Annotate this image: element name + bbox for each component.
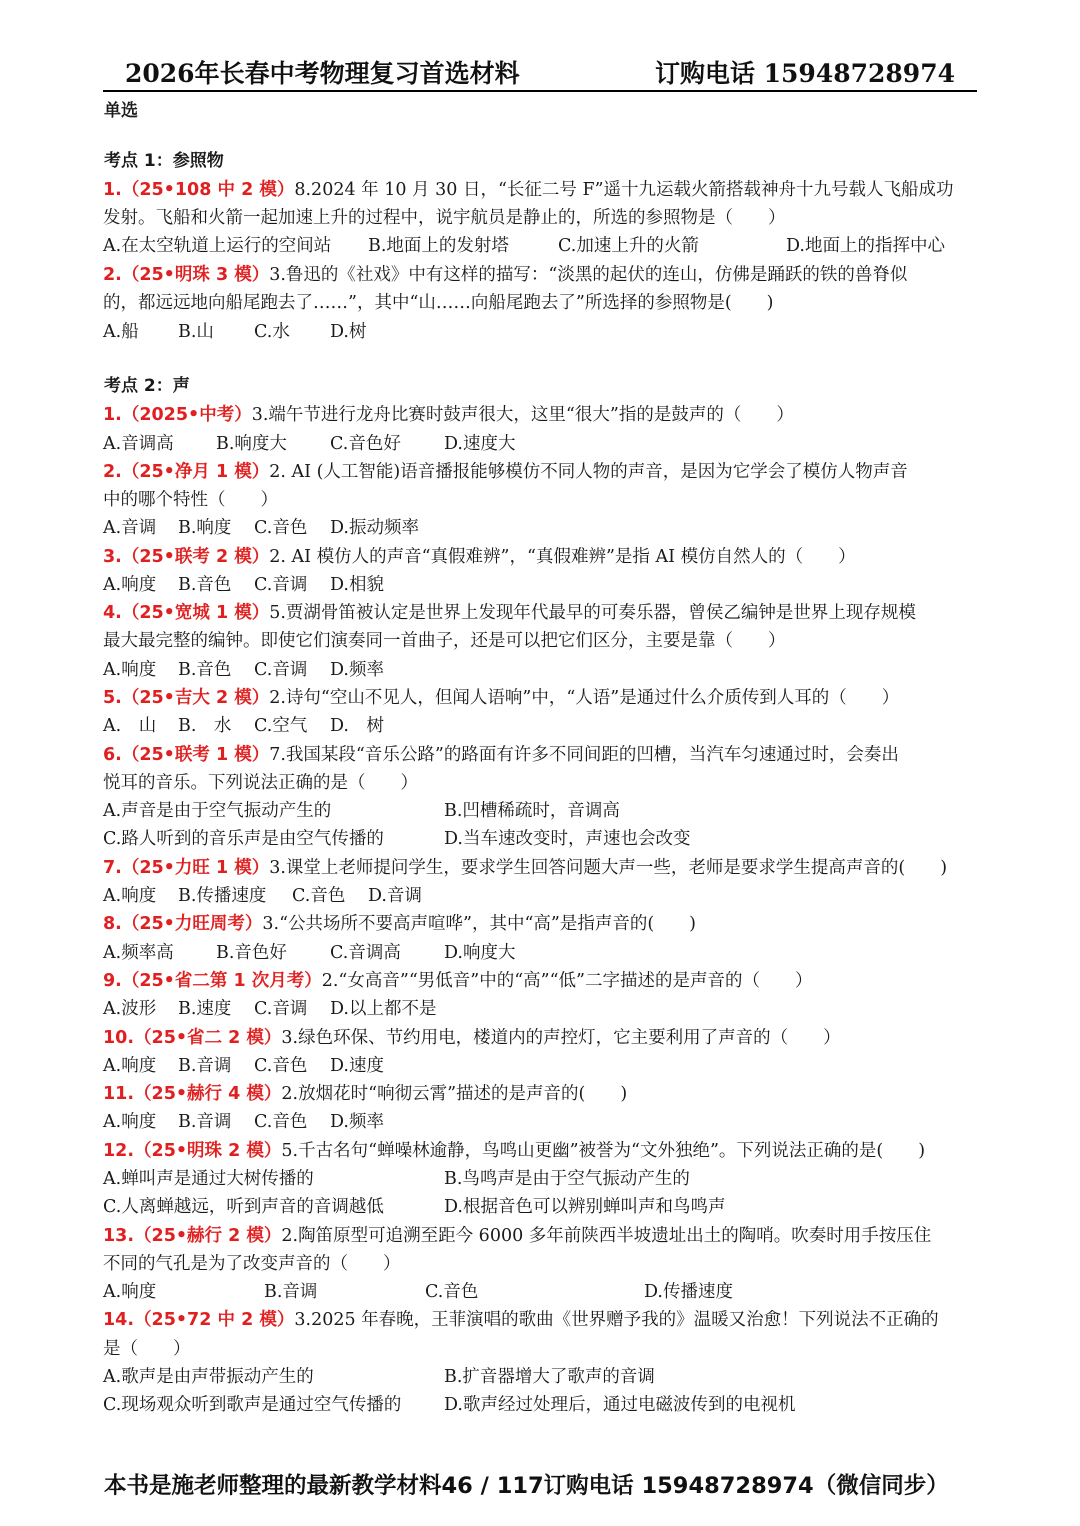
- option: B.传播速度: [178, 886, 267, 906]
- option: C.音色: [425, 1282, 479, 1302]
- option: A.船: [103, 322, 139, 342]
- option: B.音色好: [216, 943, 287, 963]
- question-number: 2.: [103, 265, 122, 285]
- question-source: （25•明珠 3 模）: [121, 265, 270, 285]
- question-line: [103, 1308, 939, 1332]
- option: A.音调: [103, 518, 157, 538]
- option: D.以上都不是: [330, 999, 437, 1019]
- question-text: 5.千古名句“蝉噪林逾静，鸟鸣山更幽”被誉为“文外独绝”。下列说法正确的是( ): [281, 1141, 926, 1161]
- option: B.地面上的发射塔: [368, 236, 509, 256]
- question-number: 9.: [103, 971, 122, 991]
- question-number: 5.: [103, 688, 122, 708]
- option: D. 树: [330, 716, 384, 736]
- question-source: （25•赫行 2 模）: [134, 1226, 282, 1246]
- option: B.鸟鸣声是由于空气振动产生的: [444, 1169, 690, 1189]
- question-text-cont: 最大最完整的编钟。即使它们演奏同一首曲子，还是可以把它们区分，主要是靠（ ）: [103, 631, 786, 651]
- question-text-cont: 的，都远远地向船尾跑去了……”，其中“山……向船尾跑去了”所选择的参照物是( ): [103, 293, 774, 313]
- option: A.响度: [103, 1282, 157, 1302]
- option: B.扩音器增大了歌声的音调: [444, 1367, 655, 1387]
- option: C.音色: [254, 518, 308, 538]
- question-text-cont: 是（ ）: [103, 1339, 191, 1359]
- question-line: [103, 1082, 627, 1106]
- question-number: 1.: [103, 405, 122, 425]
- option: D.地面上的指挥中心: [786, 236, 945, 256]
- question-text: 3.2025 年春晚，王菲演唱的歌曲《世界赠予我的》温暖又治愈！下列说法不正确的: [294, 1310, 939, 1330]
- option: A.频率高: [103, 943, 174, 963]
- option: D.音调: [368, 886, 422, 906]
- option: A. 山: [103, 716, 157, 736]
- question-line: [103, 1026, 841, 1050]
- option: C.音色: [254, 1112, 308, 1132]
- option: A.响度: [103, 886, 157, 906]
- option: A.声音是由于空气振动产生的: [103, 801, 332, 821]
- option: C.音色: [254, 1056, 308, 1076]
- option: C.音色: [292, 886, 346, 906]
- option: D.相貌: [330, 575, 384, 595]
- question-line: [103, 178, 954, 202]
- option: D.树: [330, 322, 367, 342]
- option: D.当车速改变时，声速也会改变: [444, 829, 691, 849]
- question-number: 2.: [103, 462, 122, 482]
- question-text-cont: 发射。飞船和火箭一起加速上升的过程中，说宇航员是静止的，所选的参照物是（ ）: [103, 208, 786, 228]
- option: D.速度: [330, 1056, 384, 1076]
- question-text-cont: 悦耳的音乐。下列说法正确的是（ ）: [103, 773, 418, 793]
- question-line: [103, 1224, 931, 1248]
- option: A.响度: [103, 1056, 157, 1076]
- question-line: [103, 460, 908, 484]
- question-source: （25•力旺周考）: [121, 914, 263, 934]
- option: C.加速上升的火箭: [558, 236, 699, 256]
- option: B.音调: [178, 1112, 232, 1132]
- option: C.路人听到的音乐声是由空气传播的: [103, 829, 384, 849]
- question-text: 2. AI (人工智能)语音播报能够模仿不同人物的声音，是因为它学会了模仿人物声音: [269, 462, 908, 482]
- option: C.空气: [254, 716, 308, 736]
- option: A.蝉叫声是通过大树传播的: [103, 1169, 314, 1189]
- question-number: 3.: [103, 547, 122, 567]
- question-line: [103, 856, 947, 880]
- option: B.响度大: [216, 434, 287, 454]
- option: D.频率: [330, 660, 384, 680]
- page-header: [103, 54, 977, 92]
- option: D.根据音色可以辨别蝉叫声和鸟鸣声: [444, 1197, 726, 1217]
- question-text: 3.“公共场所不要高声喧哗”，其中“高”是指声音的( ): [262, 914, 697, 934]
- question-text: 2.诗句“空山不见人，但闻人语响”中，“人语”是通过什么介质传到人耳的（ ）: [269, 688, 900, 708]
- option: C.水: [254, 322, 290, 342]
- option: D.歌声经过处理后，通过电磁波传到的电视机: [444, 1395, 796, 1415]
- question-source: （25•108 中 2 模）: [121, 180, 295, 200]
- question-line: [103, 403, 794, 427]
- question-source: （25•宽城 1 模）: [121, 603, 270, 623]
- option: B.山: [178, 322, 214, 342]
- question-source: （25•省二第 1 次月考）: [121, 971, 322, 991]
- topic-title: 考点 2：声: [104, 376, 190, 396]
- option: C.现场观众听到歌声是通过空气传播的: [103, 1395, 402, 1415]
- question-source: （2025•中考）: [121, 405, 252, 425]
- question-line: [103, 1139, 925, 1163]
- header-phone: 订购电话 15948728974: [654, 59, 955, 88]
- question-text: 8.2024 年 10 月 30 日，“长征二号 F”遥十九运载火箭搭载神舟十九号载人飞船成功: [294, 180, 954, 200]
- question-text: 3.鲁迅的《社戏》中有这样的描写：“淡黑的起伏的连山，仿佛是踊跃的铁的兽脊似: [269, 265, 908, 285]
- option: B.音调: [264, 1282, 318, 1302]
- option: A.响度: [103, 660, 157, 680]
- question-line: [103, 545, 856, 569]
- option: B.凹槽稀疏时，音调高: [444, 801, 620, 821]
- option: D.振动频率: [330, 518, 419, 538]
- option: B.音色: [178, 660, 232, 680]
- option: C.音调: [254, 575, 308, 595]
- question-number: 4.: [103, 603, 122, 623]
- option: A.响度: [103, 1112, 157, 1132]
- question-number: 6.: [103, 745, 122, 765]
- question-source: （25•72 中 2 模）: [134, 1310, 295, 1330]
- option: A.歌声是由声带振动产生的: [103, 1367, 314, 1387]
- option: B.响度: [178, 518, 232, 538]
- question-source: （25•吉大 2 模）: [121, 688, 270, 708]
- question-number: 11.: [103, 1084, 135, 1104]
- question-source: （25•赫行 4 模）: [134, 1084, 282, 1104]
- header-title: 2026年长春中考物理复习首选材料: [125, 59, 520, 88]
- option: D.传播速度: [644, 1282, 733, 1302]
- question-text: 2. AI 模仿人的声音“真假难辨”，“真假难辨”是指 AI 模仿自然人的（ ）: [269, 547, 856, 567]
- question-text: 2.“女高音”“男低音”中的“高”“低”二字描述的是声音的（ ）: [321, 971, 813, 991]
- question-number: 1.: [103, 180, 122, 200]
- option: C.音色好: [330, 434, 401, 454]
- option: D.频率: [330, 1112, 384, 1132]
- option: B.速度: [178, 999, 232, 1019]
- page-footer: 本书是施老师整理的最新教学材料46 / 117订购电话 15948728974（微信同步）: [104, 1473, 949, 1499]
- topic-title: 考点 1：参照物: [104, 151, 224, 171]
- question-text: 5.贾湖骨笛被认定是世界上发现年代最早的可奏乐器，曾侯乙编钟是世界上现存规模: [269, 603, 916, 623]
- question-text-cont: 中的哪个特性（ ）: [103, 490, 278, 510]
- option: C.音调: [254, 660, 308, 680]
- section-label: 单选: [104, 101, 138, 121]
- question-text-cont: 不同的气孔是为了改变声音的（ ）: [103, 1254, 401, 1274]
- question-number: 10.: [103, 1028, 135, 1048]
- option: D.响度大: [444, 943, 516, 963]
- option: A.波形: [103, 999, 157, 1019]
- question-line: [103, 601, 916, 625]
- question-source: （25•联考 2 模）: [121, 547, 270, 567]
- option: C.人离蝉越远，听到声音的音调越低: [103, 1197, 384, 1217]
- option: A.在太空轨道上运行的空间站: [103, 236, 332, 256]
- question-number: 13.: [103, 1226, 135, 1246]
- question-source: （25•联考 1 模）: [121, 745, 270, 765]
- question-source: （25•净月 1 模）: [121, 462, 270, 482]
- question-text: 2.陶笛原型可追溯至距今 6000 多年前陕西半坡遗址出土的陶哨。吹奏时用手按压住: [281, 1226, 932, 1246]
- option: B.音调: [178, 1056, 232, 1076]
- question-source: （25•力旺 1 模）: [121, 858, 270, 878]
- question-number: 8.: [103, 914, 122, 934]
- option: A.响度: [103, 575, 157, 595]
- option: C.音调: [254, 999, 308, 1019]
- question-text: 2.放烟花时“响彻云霄”描述的是声音的( ): [281, 1084, 628, 1104]
- option: B. 水: [178, 716, 232, 736]
- option: D.速度大: [444, 434, 516, 454]
- question-number: 14.: [103, 1310, 135, 1330]
- question-number: 7.: [103, 858, 122, 878]
- option: C.音调高: [330, 943, 401, 963]
- question-text: 3.课堂上老师提问学生，要求学生回答问题大声一些，老师是要求学生提高声音的( ): [269, 858, 948, 878]
- question-text: 3.端午节进行龙舟比赛时鼓声很大，这里“很大”指的是鼓声的（ ）: [251, 405, 794, 425]
- question-text: 7.我国某段“音乐公路”的路面有许多不同间距的凹槽，当汽车匀速通过时，会奏出: [269, 745, 899, 765]
- question-source: （25•省二 2 模）: [134, 1028, 282, 1048]
- question-number: 12.: [103, 1141, 135, 1161]
- question-line: [103, 969, 813, 993]
- question-text: 3.绿色环保、节约用电，楼道内的声控灯，它主要利用了声音的（ ）: [281, 1028, 841, 1048]
- question-source: （25•明珠 2 模）: [134, 1141, 282, 1161]
- option: B.音色: [178, 575, 232, 595]
- question-line: [103, 686, 899, 710]
- question-line: [103, 912, 696, 936]
- question-line: [103, 263, 907, 287]
- option: A.音调高: [103, 434, 174, 454]
- question-line: [103, 743, 899, 767]
